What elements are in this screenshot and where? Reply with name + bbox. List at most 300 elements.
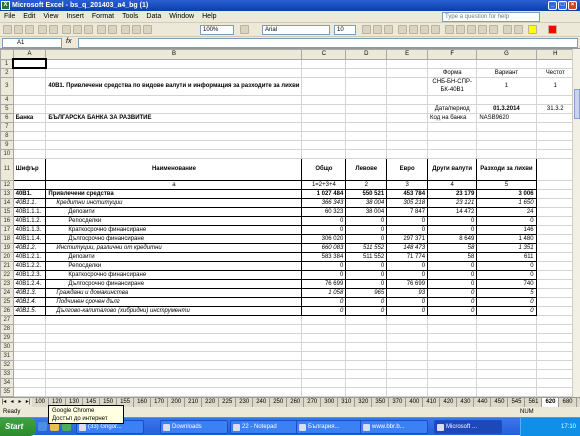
cell[interactable] — [428, 122, 477, 131]
sheet-tab[interactable]: 200 — [168, 398, 185, 407]
cell[interactable] — [13, 387, 46, 396]
cell[interactable] — [302, 131, 346, 140]
cell[interactable] — [536, 216, 574, 225]
indent-icon[interactable] — [503, 25, 512, 34]
cell[interactable] — [536, 140, 574, 149]
cell[interactable]: Кредитни институции — [46, 198, 302, 207]
cell[interactable]: 0 — [387, 270, 428, 279]
cell[interactable]: 0 — [477, 261, 536, 270]
cell[interactable]: Репосделки — [46, 216, 302, 225]
cell[interactable]: 40В1. — [13, 189, 46, 198]
cell[interactable]: 40В1.5. — [13, 306, 46, 315]
zoom-select[interactable]: 100% — [200, 25, 234, 35]
cell[interactable]: 0 — [346, 234, 387, 243]
sheet-tab[interactable]: 260 — [287, 398, 304, 407]
cell[interactable] — [302, 68, 346, 77]
sheet-tab[interactable]: 120 — [49, 398, 66, 407]
column-header-d[interactable]: D — [346, 50, 387, 60]
cell[interactable]: 740 — [477, 279, 536, 288]
minimize-icon[interactable]: _ — [548, 1, 557, 10]
cell[interactable] — [477, 131, 536, 140]
cell[interactable] — [387, 378, 428, 387]
row-header[interactable]: 26 — [1, 306, 14, 315]
column-header-e[interactable]: E — [387, 50, 428, 60]
cell[interactable]: 0 — [302, 297, 346, 306]
cell[interactable]: 0 — [346, 216, 387, 225]
cell[interactable]: Дългово-капиталово (хибридни) инструменти — [46, 306, 302, 315]
taskbar-button[interactable] — [230, 420, 298, 434]
row-header[interactable]: 29 — [1, 333, 14, 342]
currency-icon[interactable] — [445, 25, 454, 34]
cell[interactable]: 366 343 — [302, 198, 346, 207]
cell[interactable]: 0 — [346, 270, 387, 279]
column-header-h[interactable]: H — [536, 50, 574, 60]
cell[interactable]: 1 — [536, 77, 574, 95]
row-header[interactable]: 19 — [1, 243, 14, 252]
row-header[interactable]: 4 — [1, 95, 14, 104]
cell[interactable]: 0 — [302, 225, 346, 234]
cell[interactable] — [346, 59, 387, 68]
cell[interactable] — [477, 59, 536, 68]
cell[interactable]: 0 — [302, 306, 346, 315]
cell[interactable]: Привлечени средства — [46, 189, 302, 198]
cell[interactable] — [46, 342, 302, 351]
cell[interactable] — [387, 68, 428, 77]
sheet-tab[interactable]: 410 — [423, 398, 440, 407]
cell[interactable] — [13, 77, 46, 95]
cell[interactable] — [13, 342, 46, 351]
cell[interactable] — [387, 59, 428, 68]
menu-file[interactable]: File — [0, 11, 19, 23]
cell[interactable] — [387, 95, 428, 104]
cell[interactable]: 1 — [477, 77, 536, 95]
help-icon[interactable] — [240, 25, 249, 34]
row-header[interactable]: 22 — [1, 270, 14, 279]
cell[interactable] — [346, 122, 387, 131]
cell[interactable] — [46, 324, 302, 333]
worksheet[interactable] — [0, 49, 580, 397]
cell[interactable] — [302, 378, 346, 387]
cell[interactable] — [536, 279, 574, 288]
cell[interactable] — [428, 324, 477, 333]
cell[interactable]: 7 847 — [387, 207, 428, 216]
row-header[interactable]: 6 — [1, 113, 14, 122]
cell[interactable] — [302, 140, 346, 149]
cell[interactable] — [536, 288, 574, 297]
cell[interactable]: 611 — [477, 252, 536, 261]
cell[interactable] — [302, 369, 346, 378]
cell[interactable] — [536, 387, 574, 396]
cell[interactable]: 0 — [346, 306, 387, 315]
vertical-scrollbar[interactable] — [572, 49, 580, 397]
borders-icon[interactable] — [514, 25, 523, 34]
cell[interactable]: 58 — [428, 252, 477, 261]
cell[interactable] — [477, 378, 536, 387]
cell[interactable] — [536, 189, 574, 198]
cell[interactable]: 40В1.4. — [13, 297, 46, 306]
cell[interactable] — [346, 369, 387, 378]
cell[interactable] — [346, 378, 387, 387]
sheet-tab[interactable]: 370 — [389, 398, 406, 407]
cell[interactable]: 0 — [387, 306, 428, 315]
row-header[interactable]: 31 — [1, 351, 14, 360]
cell[interactable]: 1=2+3+4 — [302, 180, 346, 189]
cell[interactable]: 38 004 — [346, 207, 387, 216]
sheet-tab[interactable]: 250 — [270, 398, 287, 407]
cell[interactable]: Евро — [387, 158, 428, 180]
save-icon[interactable] — [25, 25, 34, 34]
cell[interactable] — [387, 333, 428, 342]
cell[interactable] — [13, 131, 46, 140]
cell[interactable]: 76 699 — [387, 279, 428, 288]
cell[interactable] — [536, 225, 574, 234]
cell[interactable] — [302, 315, 346, 324]
row-header[interactable]: 20 — [1, 252, 14, 261]
cell[interactable] — [428, 369, 477, 378]
cell[interactable] — [387, 140, 428, 149]
cell[interactable] — [428, 59, 477, 68]
font-select[interactable]: Arial — [262, 25, 330, 35]
cell[interactable]: 148 473 — [387, 243, 428, 252]
cell[interactable] — [302, 149, 346, 158]
sheet-tab[interactable]: 270 — [304, 398, 321, 407]
cell[interactable]: 0 — [477, 306, 536, 315]
cell[interactable] — [302, 387, 346, 396]
cell[interactable] — [13, 351, 46, 360]
cell[interactable]: СНБ-БН-СПР-БК-40В1 — [428, 77, 477, 95]
cell[interactable]: Депозити — [46, 252, 302, 261]
start-button[interactable]: Start — [0, 418, 36, 436]
menu-format[interactable]: Format — [88, 11, 118, 23]
cell[interactable] — [477, 149, 536, 158]
row-header[interactable]: 21 — [1, 261, 14, 270]
row-header[interactable]: 27 — [1, 315, 14, 324]
cell[interactable]: 40В1.1.4. — [13, 234, 46, 243]
cell[interactable]: 0 — [428, 261, 477, 270]
cell[interactable] — [536, 113, 574, 122]
menu-window[interactable]: Window — [165, 11, 198, 23]
cell[interactable]: Дългосрочно финансиране — [46, 279, 302, 288]
cell[interactable] — [13, 140, 46, 149]
row-header[interactable]: 25 — [1, 297, 14, 306]
cell[interactable] — [477, 333, 536, 342]
cell[interactable] — [387, 122, 428, 131]
cell[interactable] — [387, 77, 428, 95]
increase-decimal-icon[interactable] — [478, 25, 487, 34]
open-icon[interactable] — [14, 25, 23, 34]
cell[interactable] — [387, 387, 428, 396]
cell[interactable] — [428, 140, 477, 149]
cell[interactable]: Честот — [536, 68, 574, 77]
cell[interactable]: Подчинен срочен дълг — [46, 297, 302, 306]
cell[interactable] — [46, 68, 302, 77]
cell[interactable] — [536, 243, 574, 252]
row-header[interactable]: 24 — [1, 288, 14, 297]
cell[interactable] — [428, 387, 477, 396]
cell[interactable]: 0 — [346, 279, 387, 288]
cell[interactable] — [46, 315, 302, 324]
row-header[interactable]: 2 — [1, 68, 14, 77]
cell[interactable] — [477, 387, 536, 396]
cell[interactable] — [428, 333, 477, 342]
cut-icon[interactable] — [62, 25, 71, 34]
cell[interactable]: 0 — [428, 270, 477, 279]
cell[interactable] — [302, 113, 346, 122]
cell[interactable]: 965 — [346, 288, 387, 297]
cell[interactable]: 0 — [302, 261, 346, 270]
cell[interactable]: 0 — [302, 270, 346, 279]
menu-view[interactable]: View — [39, 11, 62, 23]
cell[interactable]: 0 — [428, 297, 477, 306]
cell[interactable] — [536, 369, 574, 378]
first-sheet-icon[interactable]: |◂ — [0, 398, 8, 407]
cell[interactable] — [428, 149, 477, 158]
formula-input[interactable] — [78, 38, 578, 48]
cell[interactable] — [387, 360, 428, 369]
cell[interactable]: NASB9620 — [477, 113, 536, 122]
next-sheet-icon[interactable]: ▸ — [16, 398, 24, 407]
sheet-tab[interactable]: 100 — [32, 398, 49, 407]
cell[interactable] — [477, 351, 536, 360]
cell[interactable] — [387, 324, 428, 333]
cell[interactable] — [536, 360, 574, 369]
cell[interactable]: 2 — [346, 180, 387, 189]
cell[interactable]: 40В1.1. — [13, 198, 46, 207]
cell[interactable]: Шифър — [13, 158, 46, 180]
row-header[interactable]: 18 — [1, 234, 14, 243]
cell[interactable]: 3 — [387, 180, 428, 189]
cell[interactable] — [536, 324, 574, 333]
cell[interactable] — [46, 351, 302, 360]
cell[interactable] — [477, 369, 536, 378]
row-header[interactable]: 15 — [1, 207, 14, 216]
cell[interactable]: 31.3.2 — [536, 104, 574, 113]
row-header[interactable]: 33 — [1, 369, 14, 378]
decrease-decimal-icon[interactable] — [489, 25, 498, 34]
cell[interactable]: 0 — [346, 297, 387, 306]
cell[interactable]: 550 521 — [346, 189, 387, 198]
autosum-icon[interactable] — [121, 25, 130, 34]
cell[interactable] — [428, 378, 477, 387]
cell[interactable] — [346, 324, 387, 333]
sort-icon[interactable] — [132, 25, 141, 34]
sheet-tab[interactable]: 430 — [457, 398, 474, 407]
column-header-a[interactable]: A — [13, 50, 46, 60]
cell[interactable]: БЪЛГАРСКА БАНКА ЗА РАЗВИТИЕ — [46, 113, 302, 122]
cell[interactable]: 76 699 — [302, 279, 346, 288]
cell[interactable]: 0 — [387, 297, 428, 306]
cell[interactable]: 0 — [346, 261, 387, 270]
taskbar-button[interactable] — [296, 420, 364, 434]
cell[interactable] — [536, 378, 574, 387]
cell[interactable] — [536, 333, 574, 342]
cell[interactable]: Наименование — [46, 158, 302, 180]
menu-tools[interactable]: Tools — [118, 11, 142, 23]
bold-icon[interactable] — [362, 25, 371, 34]
cell[interactable]: Граждани и домакинства — [46, 288, 302, 297]
italic-icon[interactable] — [373, 25, 382, 34]
cell[interactable]: 0 — [477, 297, 536, 306]
ie-icon[interactable] — [38, 422, 47, 431]
cell[interactable] — [346, 68, 387, 77]
redo-icon[interactable] — [108, 25, 117, 34]
cell[interactable]: Код на банка — [428, 113, 477, 122]
cell[interactable]: 3 006 — [477, 189, 536, 198]
sheet-tab[interactable]: 320 — [355, 398, 372, 407]
cell[interactable]: 71 774 — [387, 252, 428, 261]
sheet-tab[interactable]: 230 — [236, 398, 253, 407]
row-header[interactable]: 23 — [1, 279, 14, 288]
row-header[interactable]: 5 — [1, 104, 14, 113]
cell[interactable]: Дата/период — [428, 104, 477, 113]
cell[interactable]: 297 371 — [387, 234, 428, 243]
cell[interactable] — [428, 131, 477, 140]
cell[interactable] — [46, 333, 302, 342]
cell[interactable] — [46, 131, 302, 140]
font-size-select[interactable]: 10 — [334, 25, 356, 35]
cell[interactable] — [13, 95, 46, 104]
name-box[interactable]: A1 — [2, 38, 62, 48]
sheet-tab[interactable]: 145 — [83, 398, 100, 407]
sheet-tab[interactable]: 160 — [134, 398, 151, 407]
cell[interactable]: Левове — [346, 158, 387, 180]
column-header-g[interactable]: G — [477, 50, 536, 60]
cell[interactable]: 5 — [477, 288, 536, 297]
cell[interactable]: 0 — [302, 216, 346, 225]
cell[interactable] — [477, 324, 536, 333]
cell[interactable] — [302, 59, 346, 68]
align-right-icon[interactable] — [420, 25, 429, 34]
cell[interactable] — [13, 315, 46, 324]
cell[interactable]: Краткосрочно финансиране — [46, 270, 302, 279]
cell[interactable] — [302, 95, 346, 104]
row-header[interactable]: 7 — [1, 122, 14, 131]
cell[interactable] — [536, 198, 574, 207]
cell[interactable]: 40В1.2.4. — [13, 279, 46, 288]
sheet-tab[interactable] — [577, 398, 580, 407]
cell[interactable]: Други валути — [428, 158, 477, 180]
cell[interactable] — [387, 342, 428, 351]
cell[interactable]: 40В1.3. — [13, 288, 46, 297]
fill-color-icon[interactable] — [528, 25, 537, 34]
sheet-tab[interactable]: 170 — [151, 398, 168, 407]
cell[interactable] — [536, 261, 574, 270]
cell[interactable] — [13, 180, 46, 189]
cell[interactable]: 453 784 — [387, 189, 428, 198]
cell[interactable] — [536, 351, 574, 360]
cell[interactable] — [46, 387, 302, 396]
cell[interactable] — [346, 140, 387, 149]
cell[interactable] — [13, 324, 46, 333]
cell[interactable] — [46, 360, 302, 369]
row-header[interactable]: 34 — [1, 378, 14, 387]
cell[interactable] — [536, 131, 574, 140]
cell[interactable] — [477, 95, 536, 104]
cell[interactable] — [387, 104, 428, 113]
cell[interactable]: Форма — [428, 68, 477, 77]
cell[interactable]: 40В1. Привлечени средства по видове валути и информация за разходите за лихви — [46, 77, 302, 95]
cell[interactable] — [46, 140, 302, 149]
cell[interactable]: Общо — [302, 158, 346, 180]
underline-icon[interactable] — [384, 25, 393, 34]
cell[interactable] — [428, 360, 477, 369]
sheet-tab[interactable]: 545 — [508, 398, 525, 407]
cell[interactable] — [536, 252, 574, 261]
cell[interactable]: Институции, различни от кредитни — [46, 243, 302, 252]
cell[interactable] — [346, 387, 387, 396]
menu-edit[interactable]: Edit — [19, 11, 39, 23]
cell[interactable]: Краткосрочно финансиране — [46, 225, 302, 234]
row-header[interactable]: 11 — [1, 158, 14, 180]
cell[interactable] — [477, 315, 536, 324]
cell[interactable]: 0 — [346, 225, 387, 234]
cell[interactable] — [346, 113, 387, 122]
cell[interactable] — [13, 369, 46, 378]
cell[interactable] — [46, 122, 302, 131]
menu-data[interactable]: Data — [142, 11, 165, 23]
cell[interactable]: 0 — [428, 216, 477, 225]
sheet-tab[interactable]: 220 — [202, 398, 219, 407]
comma-icon[interactable] — [467, 25, 476, 34]
cell[interactable]: а — [46, 180, 302, 189]
cell[interactable] — [477, 342, 536, 351]
row-header[interactable]: 17 — [1, 225, 14, 234]
cell[interactable]: 1 650 — [477, 198, 536, 207]
row-header[interactable]: 28 — [1, 324, 14, 333]
cell[interactable] — [346, 360, 387, 369]
cell[interactable] — [536, 180, 574, 189]
row-header[interactable]: 3 — [1, 77, 14, 95]
cell[interactable]: 58 — [428, 243, 477, 252]
cell[interactable] — [346, 333, 387, 342]
cell[interactable]: 660 083 — [302, 243, 346, 252]
cell[interactable]: 4 — [428, 180, 477, 189]
sheet-tab[interactable]: 680 — [559, 398, 576, 407]
cell[interactable] — [346, 77, 387, 95]
cell[interactable] — [46, 59, 302, 68]
sheet-tab[interactable]: 210 — [185, 398, 202, 407]
merge-icon[interactable] — [431, 25, 440, 34]
fx-icon[interactable]: fx — [66, 38, 71, 45]
cell[interactable]: 24 — [477, 207, 536, 216]
select-all-corner[interactable] — [1, 50, 14, 60]
cell[interactable] — [46, 378, 302, 387]
sheet-tab[interactable]: 620 — [542, 398, 559, 407]
cell[interactable] — [13, 149, 46, 158]
cell[interactable]: 23 121 — [428, 198, 477, 207]
cell[interactable] — [536, 297, 574, 306]
sheet-tab[interactable]: 155 — [117, 398, 134, 407]
chart-icon[interactable] — [143, 25, 152, 34]
cell[interactable] — [46, 95, 302, 104]
menu-insert[interactable]: Insert — [62, 11, 88, 23]
cell[interactable] — [346, 95, 387, 104]
cell[interactable]: 0 — [428, 279, 477, 288]
taskbar-button[interactable] — [160, 420, 228, 434]
cell[interactable] — [387, 113, 428, 122]
cell[interactable]: 38 004 — [346, 198, 387, 207]
cell[interactable] — [428, 342, 477, 351]
cell[interactable]: Вариант — [477, 68, 536, 77]
cell[interactable]: 8 649 — [428, 234, 477, 243]
cell[interactable]: Разходи за лихви — [477, 158, 536, 180]
row-header[interactable]: 8 — [1, 131, 14, 140]
sheet-tab[interactable]: 400 — [406, 398, 423, 407]
cell[interactable] — [536, 149, 574, 158]
row-header[interactable]: 35 — [1, 387, 14, 396]
row-header[interactable]: 14 — [1, 198, 14, 207]
cell[interactable] — [536, 158, 574, 180]
